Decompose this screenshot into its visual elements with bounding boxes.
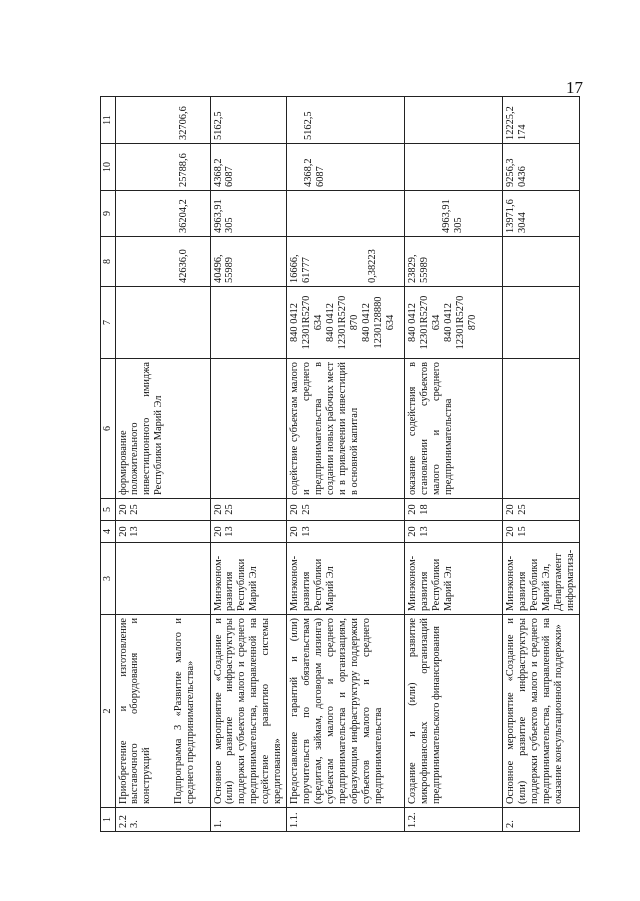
row-start-year: 2015 <box>503 521 580 543</box>
row-name: Основное мероприятие «Создание и (или) развитие инфраструктуры поддержки субъектов малого и среднего предпринимательства, направленной на оказание консультационной поддержки» <box>503 615 580 808</box>
header-row <box>101 97 116 832</box>
row-end-year: 2025 <box>210 499 287 521</box>
row-value-2014: 36204,2 <box>115 191 210 237</box>
row-end-year: 2018 <box>405 499 503 521</box>
row-executor: Минэконом-развития Республики Марий Эл <box>210 543 287 615</box>
row-result: оказание содействия в становлении субъектов малого и среднего предпринимательства <box>405 359 503 499</box>
col-header: 7 <box>101 287 116 359</box>
program-table <box>100 96 580 832</box>
row-executor: Минэконом-развития Республики Марий Эл <box>287 543 405 615</box>
col-header: 3 <box>101 543 116 615</box>
table-row <box>405 97 503 832</box>
page-number: 17 <box>566 78 583 97</box>
row-kbk <box>405 287 503 359</box>
row-kbk <box>503 287 580 359</box>
row-end-year: 2025 <box>115 499 210 521</box>
kbk-code: 840 0412 12301R5270 870 <box>325 295 360 350</box>
row-number: 1.2. <box>405 808 503 832</box>
row-number: 1.1. <box>287 808 405 832</box>
row-start-year: 2013 <box>210 521 287 543</box>
row-result <box>210 359 287 499</box>
row-number: 1. <box>210 808 287 832</box>
row-value-2015: 4368,2 6087 <box>287 144 405 191</box>
rotated-table-container <box>100 97 576 832</box>
row-value-2013: 42636,0 <box>115 237 210 287</box>
col-header: 8 <box>101 237 116 287</box>
row-result: содействие субъектам малого и среднего предпринимательства в создании новых рабочих мест и в привлечении инвестиций в основной капитал <box>287 359 405 499</box>
row-result: формирование положительного инвестиционного имиджа Республики Марий Эл <box>115 359 210 499</box>
row-executor: Минэконом-развития Республики Марий Эл, Департамент информатиза- <box>503 543 580 615</box>
table-row <box>115 97 210 832</box>
col-header: 10 <box>101 144 116 191</box>
kbk-code: 840 0412 12301R5270 870 <box>443 295 478 350</box>
row-executor: Минэконом-развития Республики Марий Эл <box>405 543 503 615</box>
row-value-2016 <box>405 97 503 144</box>
row-start-year: 2013 <box>287 521 405 543</box>
row-value-2013 <box>503 237 580 287</box>
row-value-2013: 23829, 55989 <box>405 237 503 287</box>
row-end-year: 2025 <box>287 499 405 521</box>
row-value-2016: 32706,6 <box>115 97 210 144</box>
row-name: Предоставление гарантий и (или) поручительств по обязательствам (кредитам, займам, договорам лизинга) субъектам малого и среднего предпринимательства и организациям, образующим инфраструктуру поддержки субъектов малого и среднего предпринимательства <box>287 615 405 808</box>
row-kbk <box>210 287 287 359</box>
row-name: Создание и (или) развитие микрофинансовых организаций предпринимательского финансирования <box>405 615 503 808</box>
kbk-code: 840 0412 12301R5270 634 <box>289 295 325 350</box>
row-number: 2. <box>503 808 580 832</box>
row-value-2016: 12225,2 174 <box>503 97 580 144</box>
col-header: 1 <box>101 808 116 832</box>
row-value-2015: 9256,3 0436 <box>503 144 580 191</box>
table-row <box>210 97 287 832</box>
row-number: 2.23. <box>115 808 210 832</box>
col-header: 5 <box>101 499 116 521</box>
row-value-2014: 4963,91 305 <box>210 191 287 237</box>
table-row <box>287 97 405 832</box>
row-value-2015: 25788,6 <box>115 144 210 191</box>
row-end-year: 2025 <box>503 499 580 521</box>
col-header: 6 <box>101 359 116 499</box>
row-value-2016: 5162,5 <box>287 97 405 144</box>
row-value-2014 <box>287 191 405 237</box>
row-value-2013: 40496, 55989 <box>210 237 287 287</box>
row-start-year: 2013 <box>405 521 503 543</box>
row-value-2016: 5162,5 <box>210 97 287 144</box>
row-value-2014: 4963,91 305 <box>405 191 503 237</box>
col-header: 9 <box>101 191 116 237</box>
col-header: 11 <box>101 97 116 144</box>
row-result <box>503 359 580 499</box>
col-header: 4 <box>101 521 116 543</box>
row-start-year: 2013 <box>115 521 210 543</box>
table-row <box>503 97 580 832</box>
row-value-2014: 13971,6 3044 <box>503 191 580 237</box>
row-name: Приобретение и изготовление выставочного оборудования и конструкций Подпрограмма 3 «Развитие малого и среднего предпринимательства» <box>115 615 210 808</box>
kbk-code: 840 0412 1230128880 634 <box>360 296 396 349</box>
row-value-2015: 4368,2 6087 <box>210 144 287 191</box>
col-header: 2 <box>101 615 116 808</box>
row-name: Основное мероприятие «Создание и (или) развитие инфраструктуры поддержки субъектов малого и среднего предпринимательства, направленной на содействие развитию системы кредитования» <box>210 615 287 808</box>
kbk-code: 840 0412 12301R5270 634 <box>407 295 443 350</box>
row-kbk <box>115 287 210 359</box>
row-kbk <box>287 287 405 359</box>
subprogram-title: Подпрограмма 3 «Развитие малого и среднего предпринимательства» <box>173 618 197 804</box>
row-executor <box>115 543 210 615</box>
row-value-2015 <box>405 144 503 191</box>
row-value-2013: 16666, 61777 0,38223 <box>287 237 405 287</box>
